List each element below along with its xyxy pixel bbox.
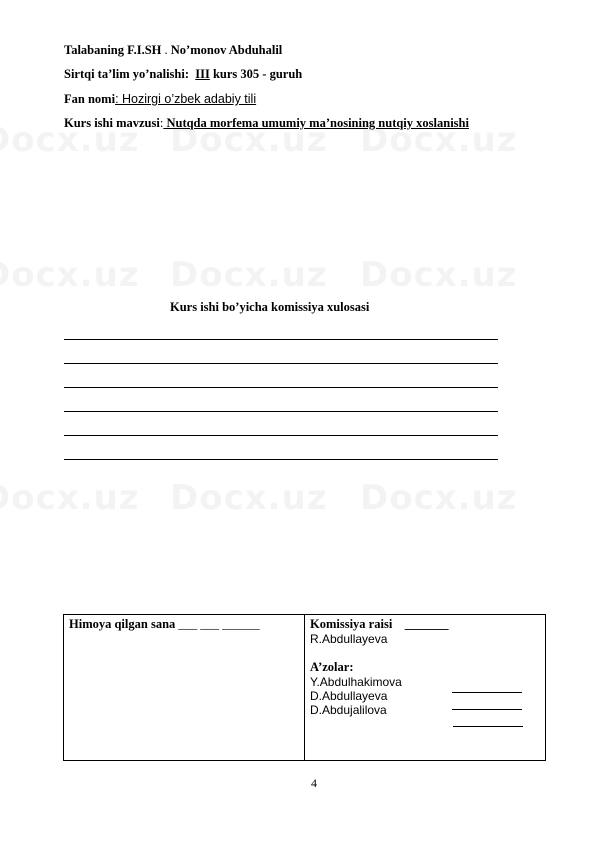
department-label: Sirtqi ta’lim yo’nalishi: — [64, 67, 190, 81]
subject-line — [64, 92, 256, 107]
subject-value: : Hozirgi o’zbek adabiy tili — [115, 92, 257, 106]
watermark — [170, 478, 328, 518]
defense-date-label: Himoya qilgan sana — [69, 617, 176, 631]
member-signature-line — [453, 726, 523, 727]
watermark — [360, 478, 518, 518]
watermark — [360, 255, 518, 295]
member-name: D.Abdullayeva — [310, 689, 388, 703]
student-label: Talabaning F.I.SH — [64, 43, 162, 57]
course-number: III — [195, 67, 210, 81]
member-name: D.Abdujalilova — [310, 703, 387, 717]
watermark — [0, 255, 140, 295]
commission-cell — [305, 615, 546, 761]
conclusion-line — [64, 435, 498, 436]
conclusion-line — [64, 411, 498, 412]
conclusion-line — [64, 459, 498, 460]
member-signature-line — [452, 709, 522, 710]
chair-label: Komissiya raisi — [310, 617, 393, 631]
topic-sep: : — [159, 116, 164, 130]
page-number: 4 — [311, 776, 317, 790]
student-name: No’monov Abduhalil — [170, 43, 283, 57]
topic-value: Nutqda morfema umumiy ma’nosining nutqiy xoslanishi — [163, 116, 469, 130]
watermark — [170, 255, 328, 295]
commission-table — [63, 614, 546, 761]
conclusion-line — [64, 363, 498, 364]
chair-name: R.Abdullayeva — [310, 632, 388, 646]
defense-date-cell — [64, 615, 305, 761]
conclusion-line — [64, 339, 498, 340]
commission-conclusion-title: Kurs ishi bo’yicha komissiya xulosasi — [170, 300, 370, 314]
chair-blank: _______ — [404, 617, 449, 631]
topic-line — [64, 116, 469, 131]
defense-date-blank: ___ ___ ______ — [178, 617, 260, 631]
department-line — [64, 67, 302, 82]
member-signature-line — [452, 692, 522, 693]
topic-label: Kurs ishi mavzusi — [64, 116, 160, 130]
watermark — [0, 478, 140, 518]
subject-label: Fan nomi — [64, 92, 116, 106]
student-line — [64, 43, 282, 58]
conclusion-line — [64, 387, 498, 388]
members-label: A’zolar: — [310, 660, 354, 674]
group-text: kurs 305 - guruh — [212, 67, 303, 81]
member-name: Y.Abdulhakimova — [310, 675, 402, 689]
student-sep: . — [164, 43, 168, 57]
